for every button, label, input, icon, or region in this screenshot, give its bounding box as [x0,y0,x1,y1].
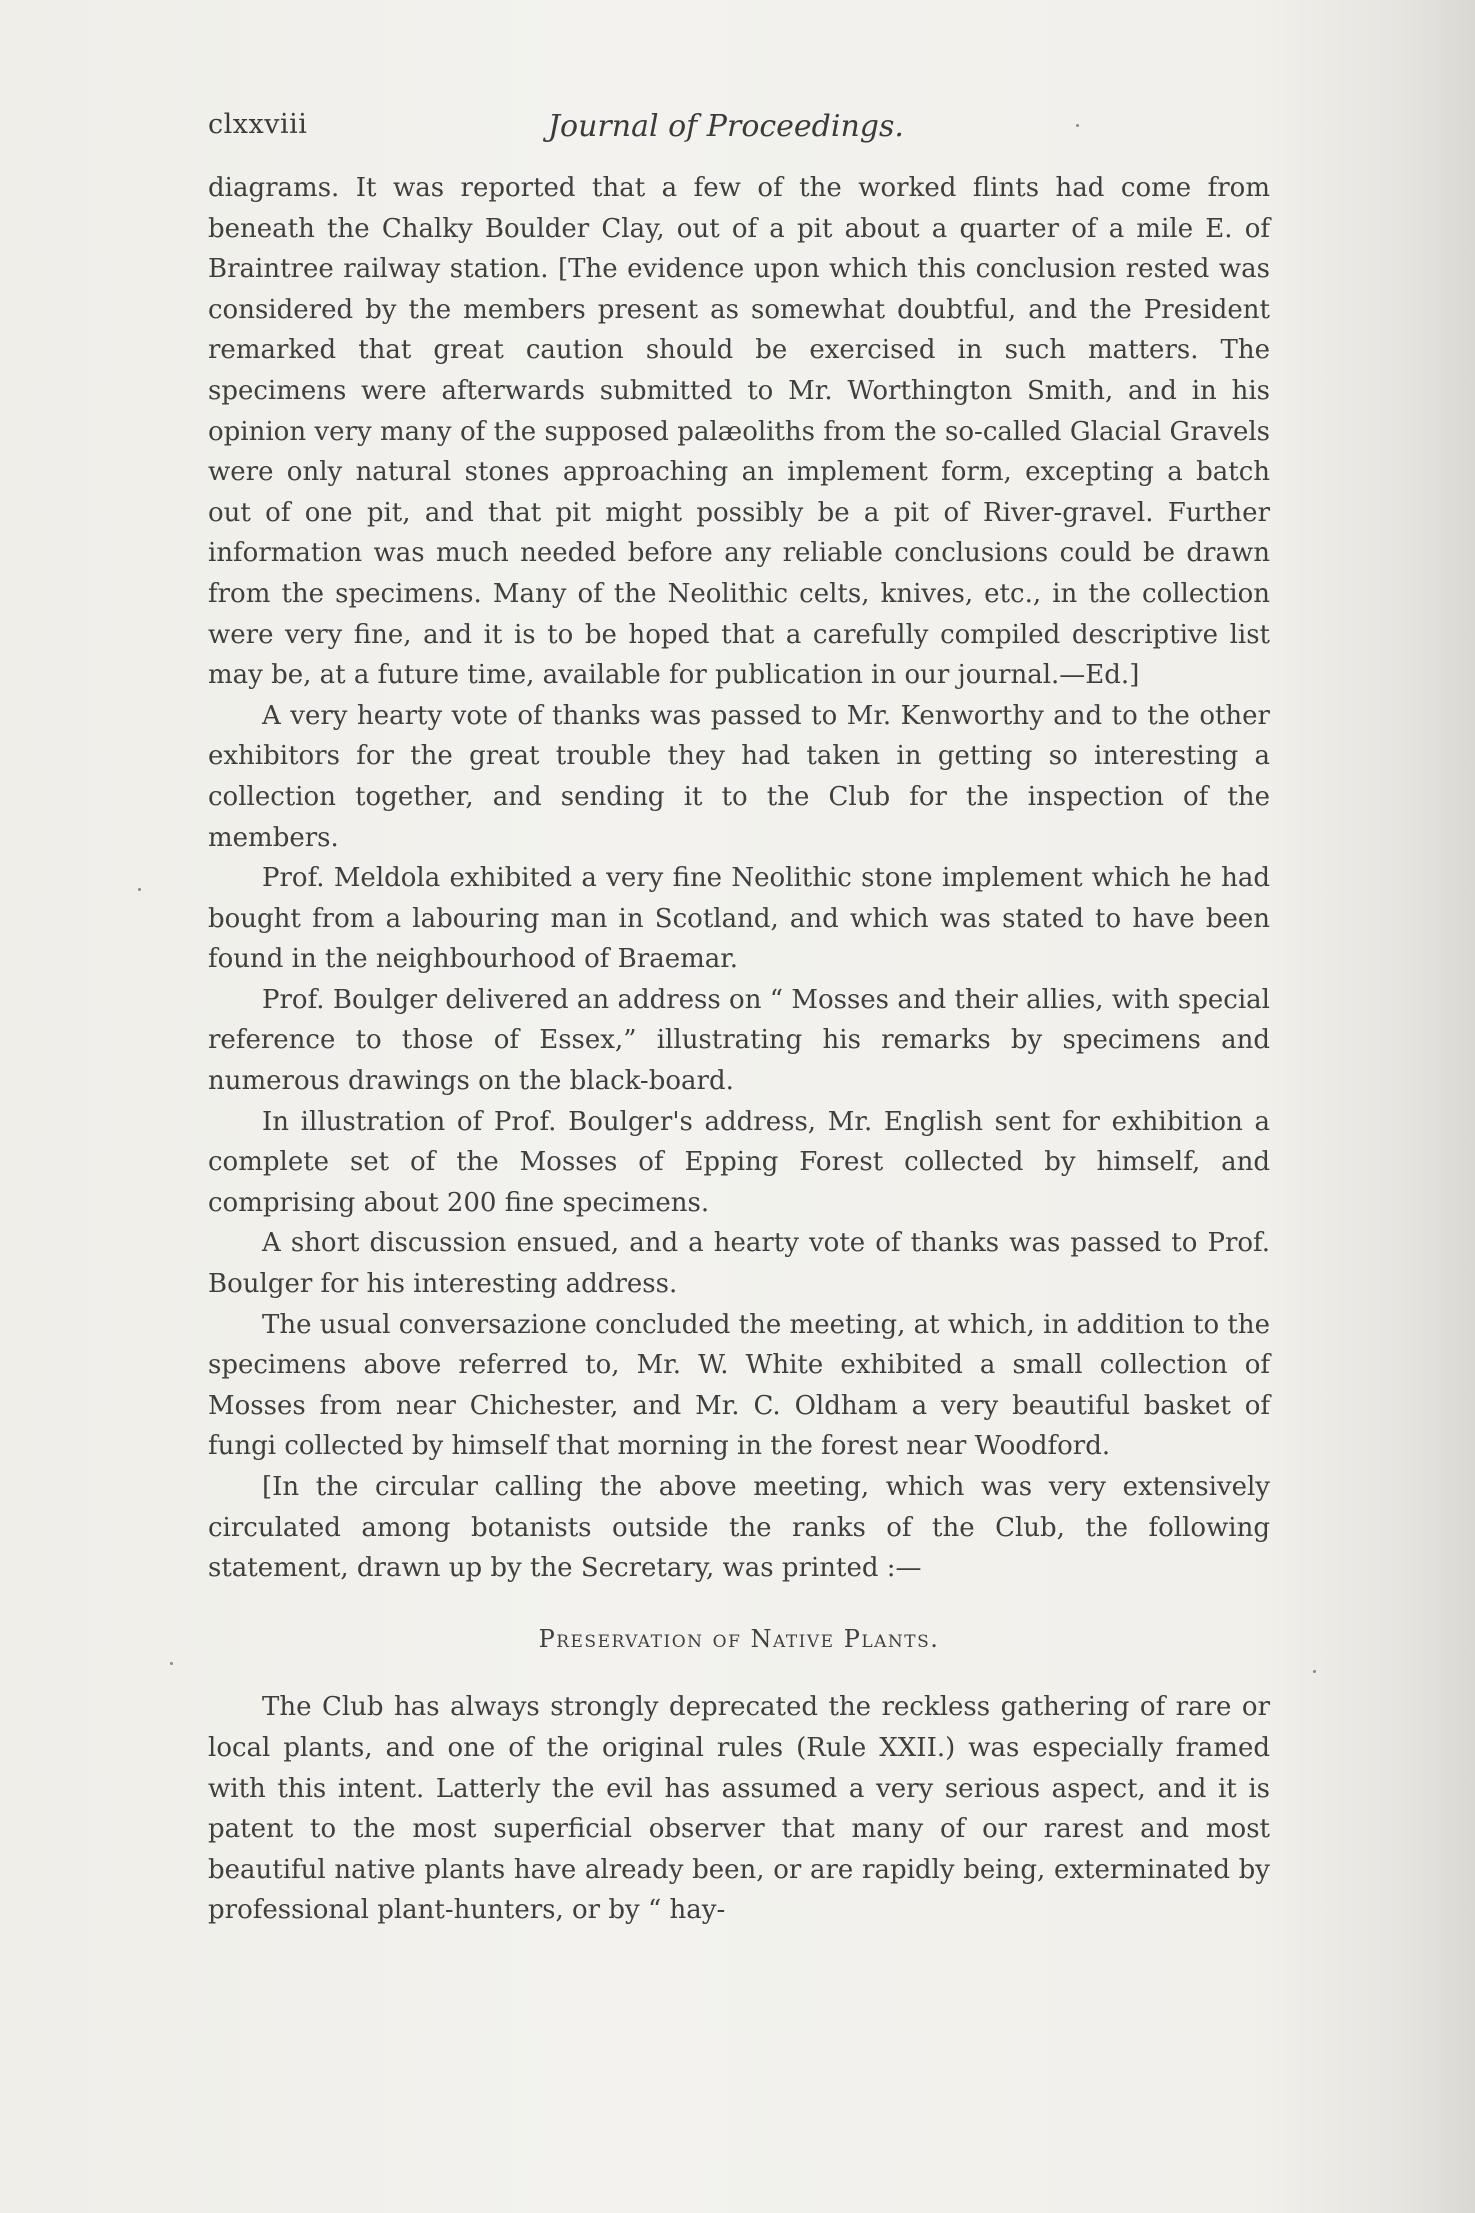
running-head: Journal of Proceedings. [548,109,904,144]
section-heading: Preservation of Native Plants. [538,1624,940,1653]
paragraph: [In the circular calling the above meeting, which was very extensively circulated among botanists outside the ranks of the Club, the following statement, drawn up by the Secretary, was printed :— [208,1472,1270,1584]
paragraph: diagrams. It was reported that a few of the worked flints had come from beneath the Chalky Boulder Clay, out of a pit about a quarter of a mile E. of Braintree railway station. [The evidence upon which this conclusion rested was considered by the members present as somewhat doubtful, and the President remarked that great caution should be exercised in such matters. The specimens were afterwards submitted to Mr. Worthington Smith, and in his opinion very many of the supposed palæoliths from the so-called Glacial Gravels were only natural stones approaching an implement form, excepting a batch out of one pit, and that pit might possibly be a pit of River-gravel. Further information was much needed before any reliable conclusions could be drawn from the specimens. Many of the Neolithic celts, knives, etc., in the collection were very fine, and it is to be hoped that a carefully compiled descriptive list may be, at a future time, available for publication in our journal.—Ed.] [208,173,1270,691]
paragraph: The usual conversazione concluded the meeting, at which, in addition to the specimens above referred to, Mr. W. White exhibited a small collection of Mosses from near Chichester, and Mr. C. Oldham a very beautiful basket of fungi collected by himself that morning in the forest near Woodford. [208,1309,1270,1462]
body-text [208,168,1270,1931]
paper-speck [170,1662,173,1665]
paragraph: Prof. Meldola exhibited a very fine Neolithic stone implement which he had bought from a labouring man in Scotland, and which was stated to have been found in the neighbourhood of Braemar. [208,863,1270,975]
paragraph: Prof. Boulger delivered an address on “ Mosses and their allies, with special reference to those of Essex,” illustrating his remarks by specimens and numerous drawings on the black-board. [208,984,1270,1097]
page-number: clxxviii [208,109,308,140]
paragraph: A very hearty vote of thanks was passed to Mr. Kenworthy and to the other exhibitors for the great trouble they had taken in getting so interesting a collection together, and sending it to the Club for the inspection of the members. [208,700,1270,853]
paragraph: A short discussion ensued, and a hearty vote of thanks was passed to Prof. Boulger for his interesting address. [208,1228,1270,1300]
paragraph: The Club has always strongly deprecated the reckless gathering of rare or local plants, and one of the original rules (Rule XXII.) was especially framed with this intent. Latterly the evil has assumed a very serious aspect, and it is patent to the most superficial observer that many of our rarest and most beautiful native plants have already been, or are rapidly being, exterminated by professional plant-hunters, or by “ hay- [208,1692,1270,1926]
paper-speck [1076,124,1079,127]
page-header [208,103,1268,153]
paragraph: In illustration of Prof. Boulger's address, Mr. English sent for exhibition a complete set of the Mosses of Epping Forest collected by himself, and comprising about 200 fine specimens. [208,1106,1270,1218]
paper-speck [1313,1670,1316,1673]
paper-speck [138,888,141,891]
